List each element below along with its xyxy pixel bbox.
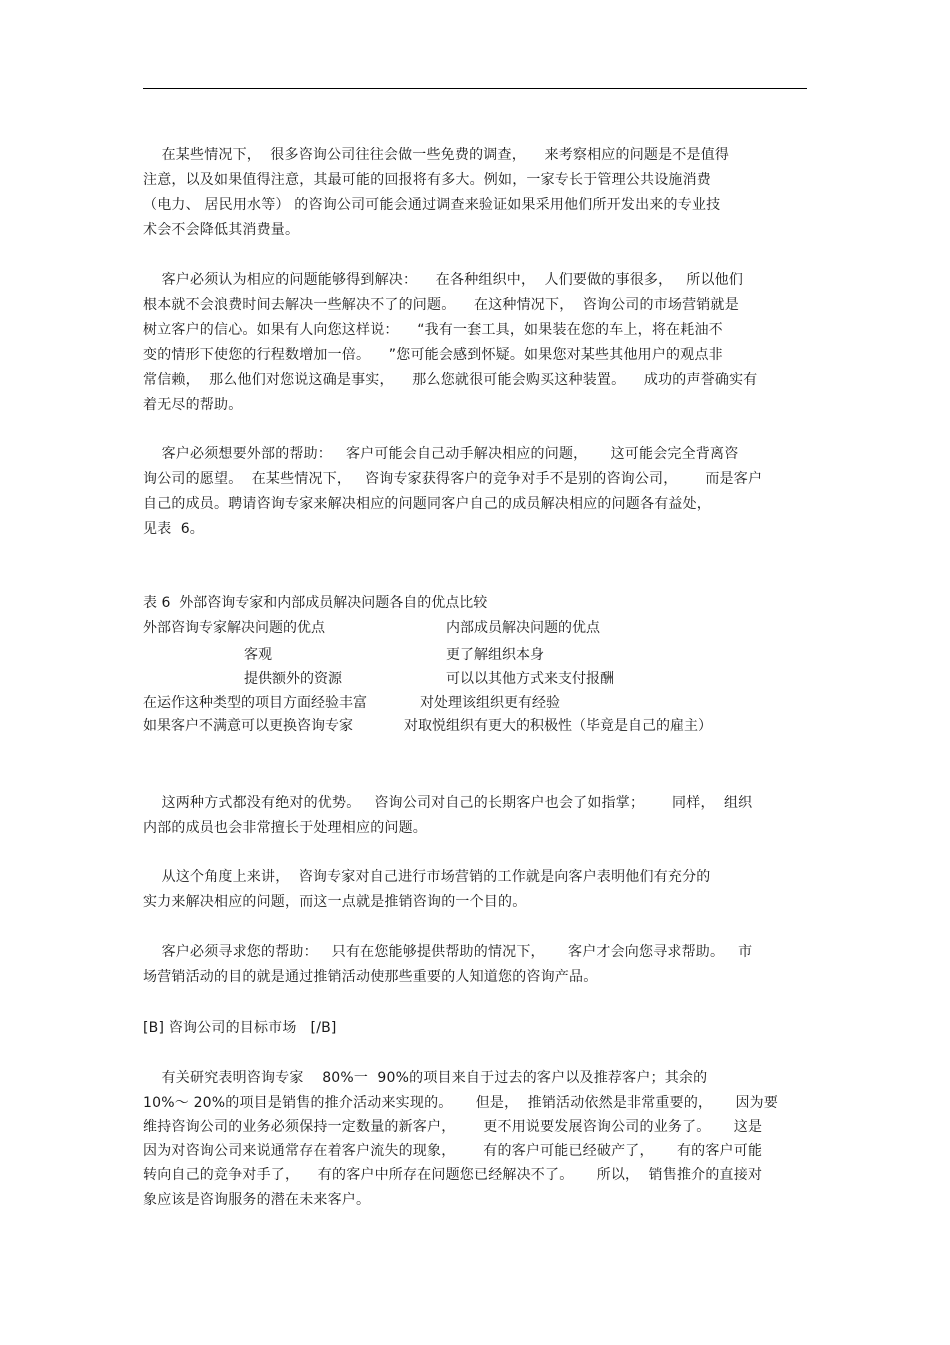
table-header-external: 外部咨询专家解决问题的优点	[143, 620, 325, 636]
paragraph-8-line-5: 转向自己的竞争对手了， 有的客户中所存在问题您已经解决不了。 所以， 销售推介的直接对	[143, 1167, 763, 1183]
table-header-internal: 内部成员解决问题的优点	[446, 620, 600, 636]
table-cell-external: 如果客户不满意可以更换咨询专家	[143, 718, 353, 734]
paragraph-2-line-2: 根本就不会浪费时间去解决一些解决不了的问题。 在这种情况下， 咨询公司的市场营销就是	[143, 297, 739, 313]
paragraph-5-line-2: 实力来解决相应的问题，而这一点就是推销咨询的一个目的。	[143, 894, 527, 910]
table-cell-internal: 更了解组织本身	[446, 647, 544, 663]
table-cell-external: 提供额外的资源	[244, 671, 342, 687]
table-cell-internal: 对处理该组织更有经验	[420, 695, 560, 711]
paragraph-3-line-2: 询公司的愿望。 在某些情况下， 咨询专家获得客户的竞争对手不是别的咨询公司， 而是客户	[143, 471, 763, 487]
paragraph-2-line-3: 树立客户的信心。如果有人向您这样说： “我有一套工具，如果装在您的车上，将在耗油不	[143, 322, 723, 338]
paragraph-8-line-3: 维持咨询公司的业务必须保持一定数量的新客户， 更不用说要发展咨询公司的业务了。 这是	[143, 1119, 763, 1135]
paragraph-3-line-3: 自己的成员。聘请咨询专家来解决相应的问题同客户自己的成员解决相应的问题各有益处，	[143, 496, 711, 512]
paragraph-6-line-1: 客户必须寻求您的帮助： 只有在您能够提供帮助的情况下， 客户才会向您寻求帮助。 市	[143, 944, 753, 960]
section-heading: [B] 咨询公司的目标市场 [/B]	[143, 1020, 337, 1036]
table-cell-internal: 可以以其他方式来支付报酬	[446, 671, 614, 687]
paragraph-1-line-2: 注意，以及如果值得注意，其最可能的回报将有多大。例如，一家专长于管理公共设施消费	[143, 172, 711, 188]
paragraph-6-line-2: 场营销活动的目的就是通过推销活动使那些重要的人知道您的咨询产品。	[143, 969, 598, 985]
table-caption: 表 6 外部咨询专家和内部成员解决问题各自的优点比较	[143, 595, 488, 611]
paragraph-8-line-1: 有关研究表明咨询专家 80%一 90%的项目来自于过去的客户以及推荐客户；其余的	[143, 1070, 708, 1086]
paragraph-2-line-1: 客户必须认为相应的问题能够得到解决： 在各种组织中， 人们要做的事很多， 所以他们	[143, 272, 744, 288]
paragraph-8-line-4: 因为对咨询公司来说通常存在着客户流失的现象， 有的客户可能已经破产了， 有的客户可能	[143, 1143, 763, 1159]
paragraph-1-line-3: （电力、 居民用水等） 的咨询公司可能会通过调查来验证如果采用他们所开发出来的专业技	[143, 197, 721, 213]
paragraph-1-line-1: 在某些情况下， 很多咨询公司往往会做一些免费的调查， 来考察相应的问题是不是值得	[143, 147, 730, 163]
table-cell-external: 客观	[244, 647, 272, 663]
paragraph-3-line-4: 见表 6。	[143, 521, 205, 537]
table-cell-external: 在运作这种类型的项目方面经验丰富	[143, 695, 367, 711]
paragraph-5-line-1: 从这个角度上来讲， 咨询专家对自己进行市场营销的工作就是向客户表明他们有充分的	[143, 869, 711, 885]
paragraph-2-line-6: 着无尽的帮助。	[143, 397, 243, 413]
paragraph-1-line-4: 术会不会降低其消费量。	[143, 222, 300, 238]
header-rule	[143, 88, 807, 89]
paragraph-4-line-2: 内部的成员也会非常擅长于处理相应的问题。	[143, 820, 427, 836]
paragraph-2-line-4: 变的情形下使您的行程数增加一倍。 ”您可能会感到怀疑。如果您对某些其他用户的观点非	[143, 347, 723, 363]
paragraph-2-line-5: 常信赖， 那么他们对您说这确是事实， 那么您就很可能会购买这种装置。 成功的声誉确实有	[143, 372, 758, 388]
paragraph-3-line-1: 客户必须想要外部的帮助： 客户可能会自己动手解决相应的问题， 这可能会完全背离咨	[143, 446, 739, 462]
paragraph-4-line-1: 这两种方式都没有绝对的优势。 咨询公司对自己的长期客户也会了如指掌； 同样， 组织	[143, 795, 753, 811]
table-cell-internal: 对取悦组织有更大的积极性（毕竟是自己的雇主）	[404, 718, 712, 734]
paragraph-8-line-2: 10%～ 20%的项目是销售的推介活动来实现的。 但是， 推销活动依然是非常重要的， 因为要	[143, 1095, 779, 1111]
paragraph-8-line-6: 象应该是咨询服务的潜在未来客户。	[143, 1192, 371, 1208]
